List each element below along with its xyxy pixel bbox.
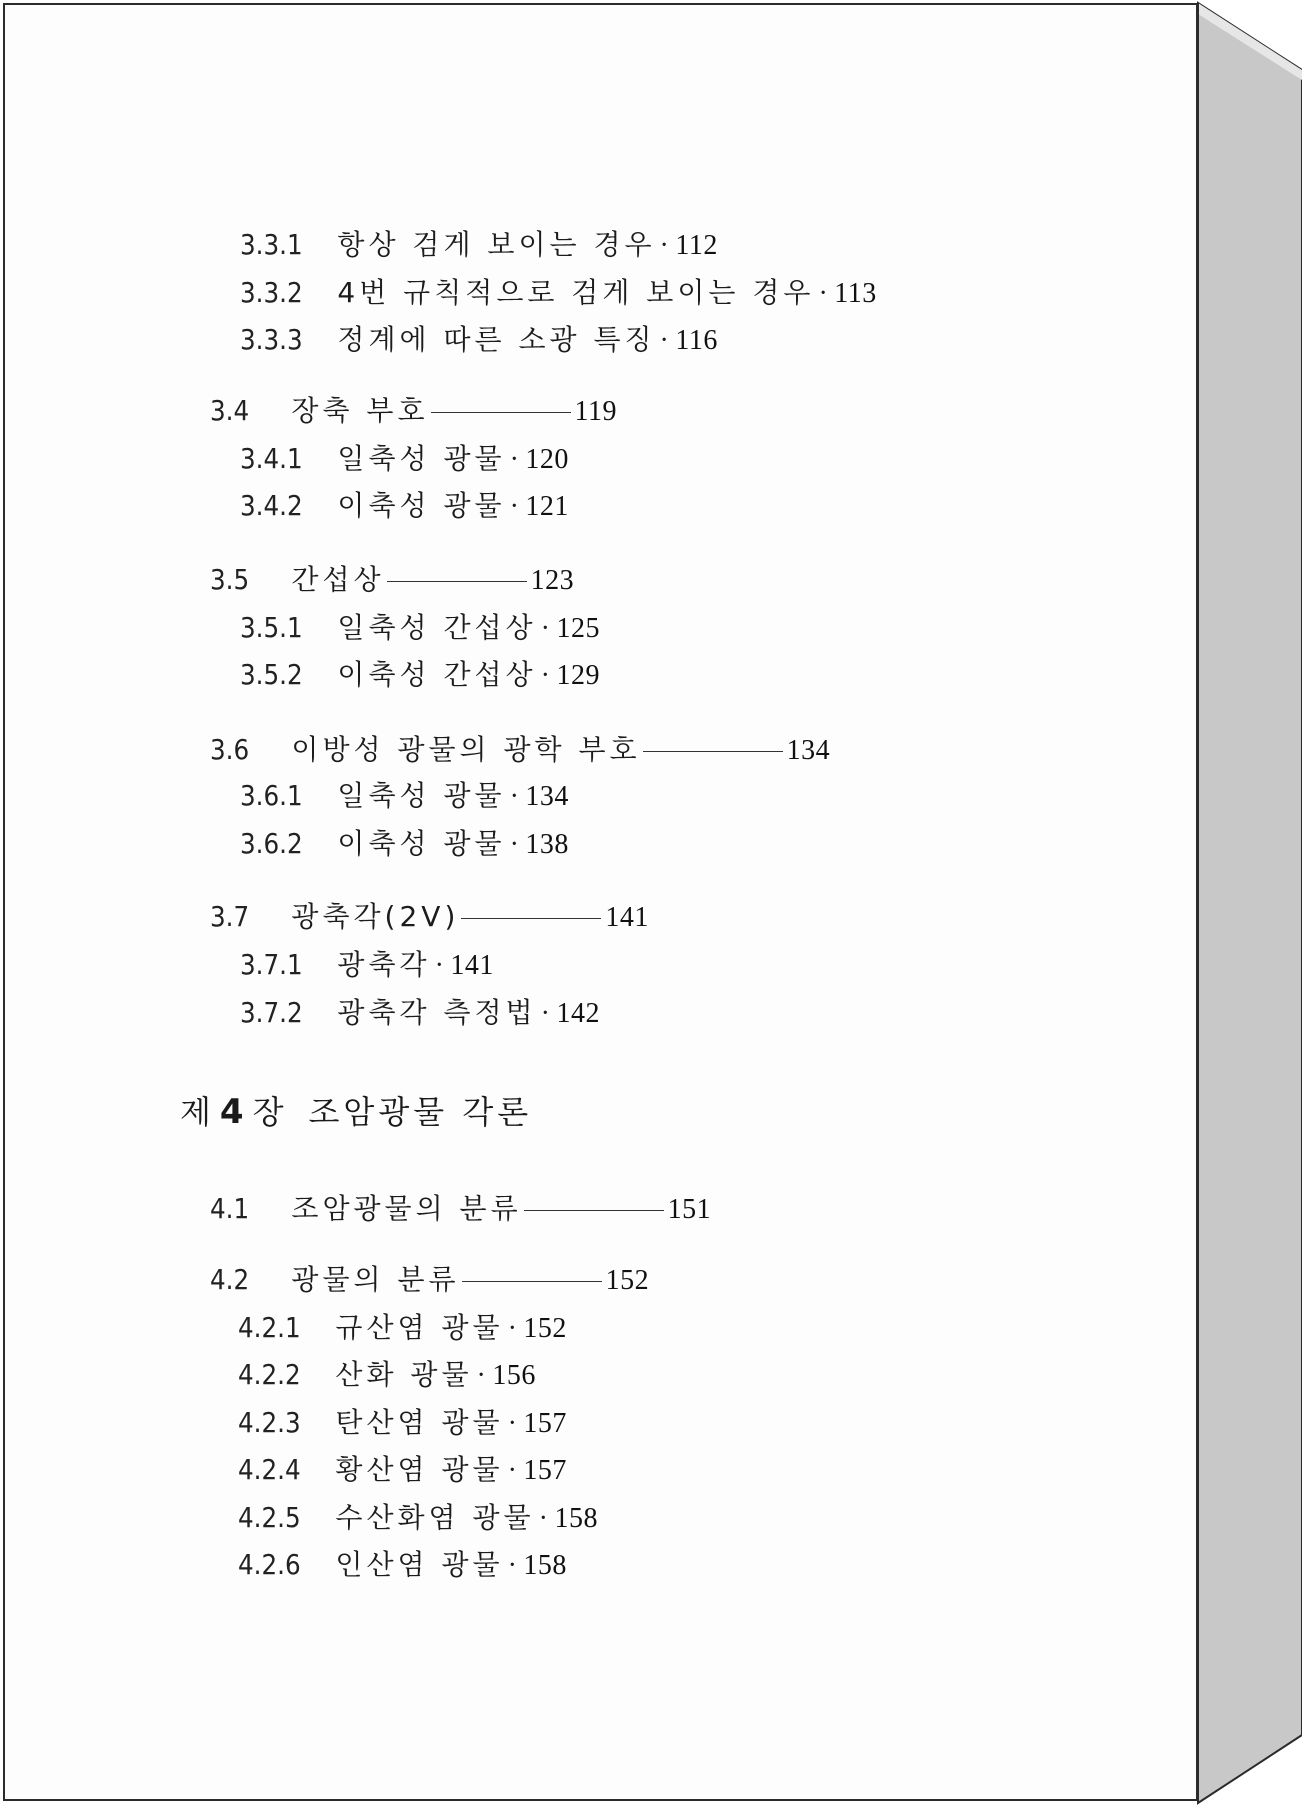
entry-number: 4.2.6 [238, 1548, 301, 1581]
entry-title: 규산염 광물 [335, 1311, 504, 1344]
separator-dot: · [507, 1313, 518, 1344]
separator-dot: · [509, 829, 520, 860]
entry-title: 수산화염 광물 [335, 1501, 535, 1534]
entry-title: 산화 광물 [335, 1358, 473, 1391]
entry-number: 3.4.1 [240, 442, 303, 475]
entry-title: 항상 검게 보이는 경우 [337, 228, 656, 261]
separator-dot: · [659, 230, 670, 261]
entry-page: 142 [556, 998, 600, 1029]
entry-page: 121 [525, 491, 569, 522]
toc-entry[interactable] [238, 1311, 567, 1346]
toc-section[interactable] [210, 563, 574, 598]
entry-title: 광축각 [337, 948, 431, 981]
entry-page: 156 [492, 1360, 536, 1391]
entry-number: 4.2.5 [238, 1501, 301, 1534]
section-number: 3.5 [210, 563, 250, 596]
leader-rule [461, 918, 601, 919]
entry-number: 3.3.3 [240, 323, 303, 356]
chapter-title: 조암광물 각론 [308, 1093, 533, 1131]
section-title: 광물의 분류 [291, 1263, 460, 1296]
entry-title: 일축성 광물 [337, 442, 506, 475]
section-title: 이방성 광물의 광학 부호 [291, 733, 641, 766]
section-number: 4.1 [210, 1192, 250, 1225]
toc-entry[interactable] [240, 442, 569, 477]
entry-title: 일축성 간섭상 [337, 611, 537, 644]
entry-page: 116 [675, 325, 718, 356]
entry-title: 광축각 측정법 [337, 996, 537, 1029]
chapter-suffix: 장 [252, 1093, 287, 1131]
section-number: 3.4 [210, 394, 250, 427]
toc-section[interactable] [210, 1192, 711, 1227]
separator-dot: · [818, 278, 829, 309]
section-page: 119 [574, 396, 617, 427]
section-page: 123 [530, 565, 575, 596]
separator-dot: · [476, 1360, 487, 1391]
section-title: 광축각(2V) [291, 900, 460, 933]
entry-page: 157 [523, 1408, 567, 1439]
section-title: 장축 부호 [291, 394, 429, 427]
toc-entry[interactable] [240, 996, 600, 1031]
leader-rule [643, 751, 783, 752]
section-title: 간섭상 [291, 563, 385, 596]
section-page: 152 [605, 1265, 650, 1296]
entry-number: 4.2.2 [238, 1358, 301, 1391]
entry-number: 4.2.4 [238, 1453, 301, 1486]
entry-page: 134 [525, 781, 569, 812]
entry-number: 3.7.1 [240, 948, 303, 981]
separator-dot: · [659, 325, 670, 356]
separator-dot: · [540, 660, 551, 691]
section-number: 4.2 [210, 1263, 250, 1296]
entry-title: 이축성 광물 [337, 489, 506, 522]
toc-entry[interactable] [240, 948, 494, 983]
entry-number: 3.5.2 [240, 658, 303, 691]
toc-section[interactable] [210, 733, 830, 768]
leader-rule [387, 581, 527, 582]
toc-entry[interactable] [238, 1548, 567, 1583]
section-number: 3.7 [210, 900, 250, 933]
separator-dot: · [507, 1550, 518, 1581]
entry-page: 138 [525, 829, 569, 860]
entry-number: 3.5.1 [240, 611, 303, 644]
entry-number: 3.3.1 [240, 228, 303, 261]
entry-page: 113 [834, 278, 877, 309]
toc-entry[interactable] [240, 323, 718, 358]
entry-title: 4번 규칙적으로 검게 보이는 경우 [337, 276, 815, 309]
leader-rule [462, 1281, 602, 1282]
entry-title: 정계에 따른 소광 특징 [337, 323, 656, 356]
separator-dot: · [540, 613, 551, 644]
entry-number: 3.6.1 [240, 779, 303, 812]
toc-entry[interactable] [240, 611, 600, 646]
entry-page: 158 [523, 1550, 567, 1581]
section-page: 151 [667, 1194, 712, 1225]
entry-page: 157 [523, 1455, 567, 1486]
section-number: 3.6 [210, 733, 250, 766]
entry-page: 152 [523, 1313, 567, 1344]
entry-page: 141 [450, 950, 494, 981]
separator-dot: · [509, 444, 520, 475]
toc-entry[interactable] [238, 1453, 567, 1488]
entry-number: 4.2.3 [238, 1406, 301, 1439]
separator-dot: · [509, 491, 520, 522]
separator-dot: · [507, 1455, 518, 1486]
separator-dot: · [509, 781, 520, 812]
toc-entry[interactable] [240, 276, 877, 311]
separator-dot: · [434, 950, 445, 981]
entry-page: 125 [556, 613, 600, 644]
entry-page: 129 [556, 660, 600, 691]
toc-section[interactable] [210, 394, 617, 429]
entry-number: 3.4.2 [240, 489, 303, 522]
toc-entry[interactable] [238, 1358, 536, 1393]
toc-entry[interactable] [238, 1406, 567, 1441]
leader-rule [431, 412, 571, 413]
entry-number: 4.2.1 [238, 1311, 301, 1344]
entry-title: 일축성 광물 [337, 779, 506, 812]
entry-title: 황산염 광물 [335, 1453, 504, 1486]
toc-section[interactable] [210, 1263, 649, 1298]
entry-number: 3.7.2 [240, 996, 303, 1029]
toc-entry[interactable] [240, 827, 569, 862]
separator-dot: · [507, 1408, 518, 1439]
entry-title: 이축성 간섭상 [337, 658, 537, 691]
toc-entry[interactable] [238, 1501, 598, 1536]
toc-section[interactable] [210, 900, 649, 935]
entry-page: 112 [675, 230, 718, 261]
chapter-heading[interactable] [180, 1092, 532, 1132]
leader-rule [524, 1210, 664, 1211]
toc-entry[interactable] [240, 228, 718, 263]
entry-page: 158 [554, 1503, 598, 1534]
section-title: 조암광물의 분류 [291, 1192, 522, 1225]
section-page: 134 [786, 735, 831, 766]
entry-title: 이축성 광물 [337, 827, 506, 860]
toc-entry[interactable] [240, 658, 600, 693]
section-page: 141 [605, 902, 649, 933]
chapter-number: 4 [219, 1092, 247, 1132]
toc-entry[interactable] [240, 489, 569, 524]
entry-title: 인산염 광물 [335, 1548, 504, 1581]
chapter-prefix: 제 [180, 1093, 214, 1131]
entry-number: 3.6.2 [240, 827, 303, 860]
entry-title: 탄산염 광물 [335, 1406, 504, 1439]
entry-number: 3.3.2 [240, 276, 303, 309]
separator-dot: · [540, 998, 551, 1029]
toc-entry[interactable] [240, 779, 569, 814]
entry-page: 120 [525, 444, 569, 475]
separator-dot: · [538, 1503, 549, 1534]
